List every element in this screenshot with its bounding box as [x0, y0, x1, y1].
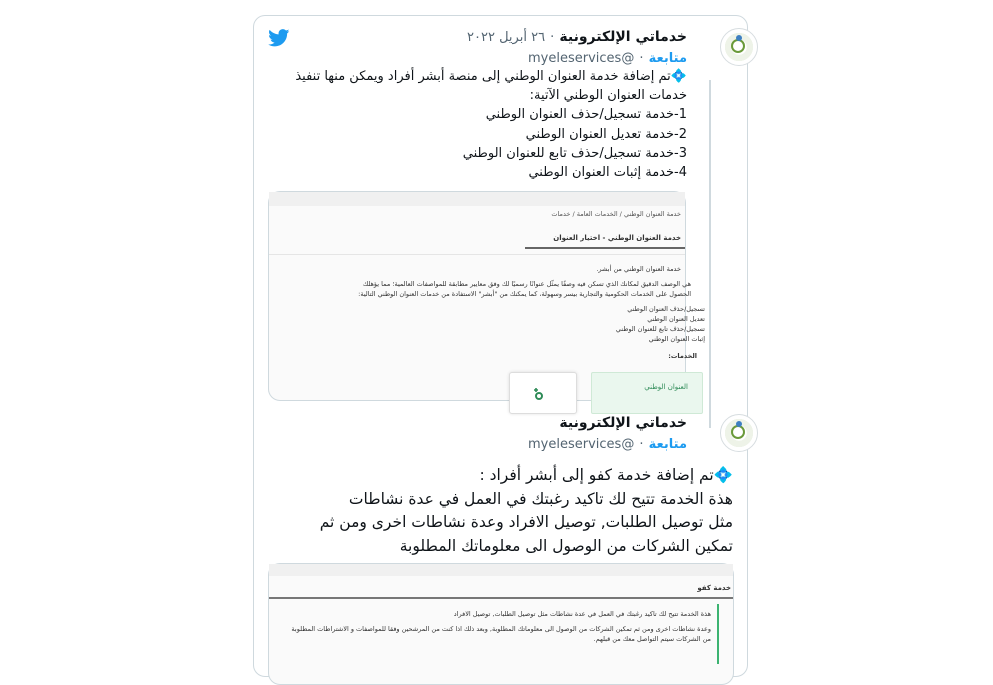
- tweet-thread-card: [253, 15, 748, 677]
- image-tab-underline: [525, 247, 685, 249]
- tweet-line: مثل توصيل الطلبات, توصيل الافراد وعدة نشاطات اخرى ومن ثم: [319, 513, 733, 531]
- tweet-line: 💠تم إضافة خدمة العنوان الوطني إلى منصة أبشر أفراد ويمكن منها تنفيذ: [295, 69, 687, 84]
- follow-button[interactable]: متابعة: [648, 437, 687, 452]
- tweet-date[interactable]: ٢٦ أبريل ٢٠٢٢: [467, 30, 546, 45]
- tweet-image[interactable]: [268, 191, 705, 401]
- tweet-line: هذة الخدمة تتيح لك تاكيد رغبتك في العمل في عدة نشاطات: [348, 489, 733, 508]
- image-text-line: تعديل العنوان الوطني: [647, 315, 705, 323]
- image-text-line: الحصول على الخدمات الحكومية والتجارية بيسر وسهولة، كما يمكنك من "أبشر" الاستفادة من خدمات العنوان الوطني التالية:: [358, 290, 691, 298]
- tweet-header: [467, 26, 687, 45]
- tweet-text: [295, 67, 687, 182]
- image-tab-title: خدمة العنوان الوطني - اختيار العنوان: [553, 234, 681, 242]
- tweet-header: [559, 412, 687, 431]
- image-text-line: إثبات العنوان الوطني: [648, 335, 705, 343]
- image-text-line: من الشركات سيتم التواصل معك من قبلهم.: [593, 635, 711, 643]
- image-text-line: وعدة نشاطات اخرى ومن ثم تمكين الشركات من الوصول الى معلوماتك المطلوبة, وبعد ذلك اذا كنت من المرشحين وفقا للمواصفات و الاشتراطات المطلوبة: [291, 625, 711, 633]
- image-icon-card: [509, 372, 577, 414]
- image-text-line: تسجيل/حذف تابع للعنوان الوطني: [615, 325, 705, 333]
- tweet-line: 3-خدمة تسجيل/حذف تابع للعنوان الوطني: [462, 145, 687, 161]
- account-handle[interactable]: @myeleservices: [528, 51, 635, 66]
- separator-dot: ·: [639, 51, 644, 66]
- tweet-image[interactable]: [268, 563, 734, 685]
- image-service-card: [591, 372, 703, 414]
- tweet-line: 💠تم إضافة خدمة كفو إلى أبشر أفراد :: [479, 466, 733, 484]
- image-text-line: هي الوصف الدقيق لمكانك الذي تسكن فيه وصفًا يمثّل عنوانًا رسميًا لك وفق معايير مطابقة للمواصفات العالمية؛ مما يؤهلك: [362, 280, 691, 288]
- tweet-text: [320, 464, 733, 558]
- account-name[interactable]: خدماتي الإلكترونية: [559, 29, 687, 45]
- image-tab-underline: [269, 597, 733, 599]
- avatar[interactable]: [720, 28, 758, 66]
- tweet-line: تمكين الشركات من الوصول الى معلوماتك المطلوبة: [399, 536, 733, 555]
- separator-dot: ·: [639, 437, 644, 452]
- account-name[interactable]: خدماتي الإلكترونية: [559, 415, 687, 431]
- tweet-line: 1-خدمة تسجيل/حذف العنوان الوطني: [485, 107, 687, 123]
- separator-dot: ·: [550, 30, 555, 45]
- add-location-icon: [532, 387, 548, 401]
- image-text-line: تسجيل/حذف العنوان الوطني: [627, 305, 705, 313]
- diamond-icon: 💠: [713, 466, 733, 484]
- account-handle[interactable]: @myeleservices: [528, 437, 635, 452]
- image-text-line: خدمة العنوان الوطني من أبشر.: [596, 265, 681, 273]
- tweet-line: خدمات العنوان الوطني الآتية:: [529, 88, 687, 104]
- tweet-subheader: [528, 47, 687, 66]
- follow-button[interactable]: متابعة: [648, 51, 687, 66]
- image-card-label: العنوان الوطني: [644, 383, 688, 391]
- image-text-line: هذة الخدمة تتيح لك تاكيد رغبتك في العمل في عدة نشاطات مثل توصيل الطلبات, توصيل الافراد: [453, 610, 711, 618]
- image-tab-title: خدمة كفو: [697, 584, 731, 592]
- image-accent-bar: [717, 604, 719, 664]
- image-text-line: الخدمات:: [668, 352, 697, 360]
- diamond-icon: 💠: [670, 69, 687, 84]
- tweet-line: 4-خدمة إثبات العنوان الوطني: [528, 165, 687, 181]
- twitter-bird-icon[interactable]: [268, 29, 290, 47]
- avatar[interactable]: [720, 414, 758, 452]
- tweet-line: 2-خدمة تعديل العنوان الوطني: [525, 126, 687, 142]
- image-breadcrumb: خدمة العنوان الوطني / الخدمات العامة / خدمات: [551, 210, 681, 218]
- thread-connector-line: [709, 80, 711, 428]
- tweet-subheader: [528, 433, 687, 452]
